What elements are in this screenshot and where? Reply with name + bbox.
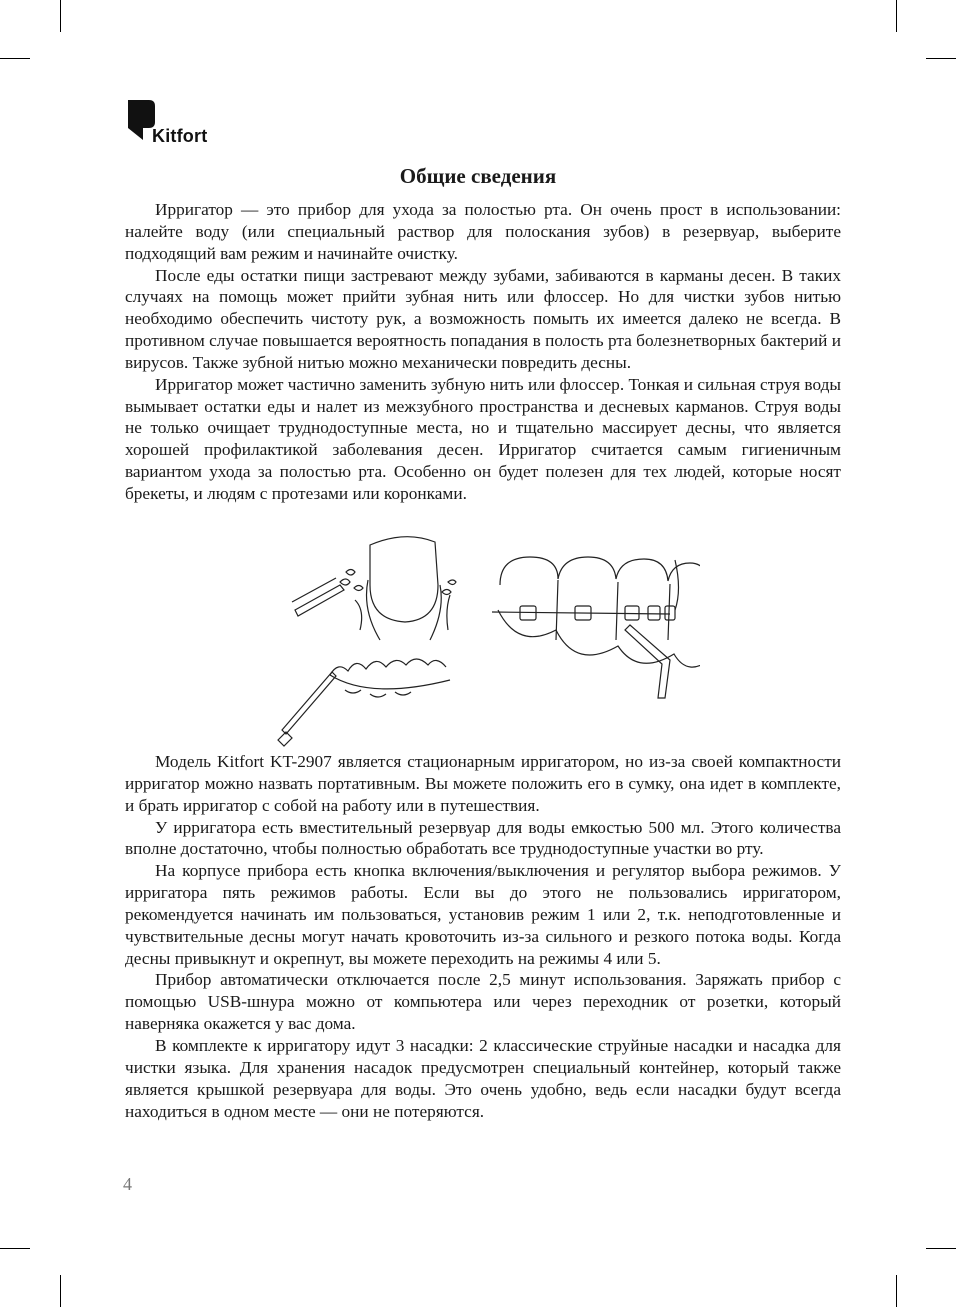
crop-mark-top-left-h [0, 58, 30, 59]
crop-mark-bottom-left-v [60, 1275, 61, 1307]
crop-mark-bottom-right-v [896, 1275, 897, 1307]
crop-mark-bottom-right-h [926, 1248, 956, 1249]
page-number: 4 [123, 1174, 132, 1194]
paragraph: Ирригатор может частично заменить зубную нить или флоссер. Тонкая и сильная струя воды вымывает остатки еды и налет из межзубного пространства и десневых карманов. Струя воды не только очищает труднодоступные места, но и тщательно массирует десны, что является хорошей профилактикой заболевания десен. Ирригатор считается самым гигиеничным вариантом ухода за полостью рта. Особенно он будет полезен для тех людей, которые носят брекеты, и людям с протезами или коронками. [125, 374, 841, 503]
crop-mark-top-right-v [896, 0, 897, 32]
paragraph: На корпусе прибора есть кнопка включения/выключения и регулятор выбора режимов. У ирригатора пять режимов работы. Если вы до этого не пользовались ирригатором, рекомендуется начинать им пользоваться, установив режим 1 или 2, т.к. неподготовленные и чувствительные десны могут начать кровоточить из-за сильного и резкого потока воды. Когда десны привыкнут и окрепнут, вы можете переходить на режимы 4 или 5. [125, 861, 841, 968]
page-title: Общие сведения [399, 164, 557, 189]
crop-mark-top-right-h [926, 58, 956, 59]
details-text [125, 751, 841, 1122]
intro-text [125, 199, 841, 505]
paragraph: Прибор автоматически отключается после 2,5 минут использования. Заряжать прибор с помощью USB-шнура можно от компьютера или через переходник от розетки, который наверняка окажется у вас дома. [125, 970, 841, 1034]
crop-mark-top-left-v [60, 0, 61, 32]
paragraph: В комплекте к ирригатору идут 3 насадки: 2 классические струйные насадки и насадка для чистки языка. Для хранения насадок предусмотрен специальный контейнер, который также является крышкой резервуара для воды. Это очень удобно, ведь если насадки будут всегда находиться в одном месте — они не потеряются. [125, 1035, 841, 1121]
teeth-irrigator-illustration [270, 530, 700, 750]
paragraph: Ирригатор — это прибор для ухода за полостью рта. Он очень прост в использовании: налейте воду (или специальный раствор для полоскания зубов) в резервуар, выберите подходящий вам режим и начинайте очистку. [125, 200, 841, 263]
paragraph: После еды остатки пищи застревают между зубами, забиваются в карманы десен. В таких случаях на помощь может прийти зубная нить или флоссер. Но для чистки зубов нитью необходимо обеспечить чистоту рук, а возможность помыть их имеется далеко не всегда. В противном случае повышается вероятность попадания в полость рта болезнетворных бактерий и вирусов. Также зубной нитью можно механически повредить десны. [125, 265, 841, 372]
paragraph: Модель Kitfort KT-2907 является стационарным ирригатором, но из-за своей компактности ирригатор можно назвать портативным. Вы можете положить его в сумку, она идет в комплекте, и брать ирригатор с собой на работу или в путешествия. [125, 752, 841, 815]
paragraph: У ирригатора есть вместительный резервуар для воды емкостью 500 мл. Этого количества вполне достаточно, чтобы полностью обработать все труднодоступные участки во рту. [125, 817, 841, 859]
brand-name: Kitfort [152, 126, 208, 146]
crop-mark-bottom-left-h [0, 1248, 30, 1249]
